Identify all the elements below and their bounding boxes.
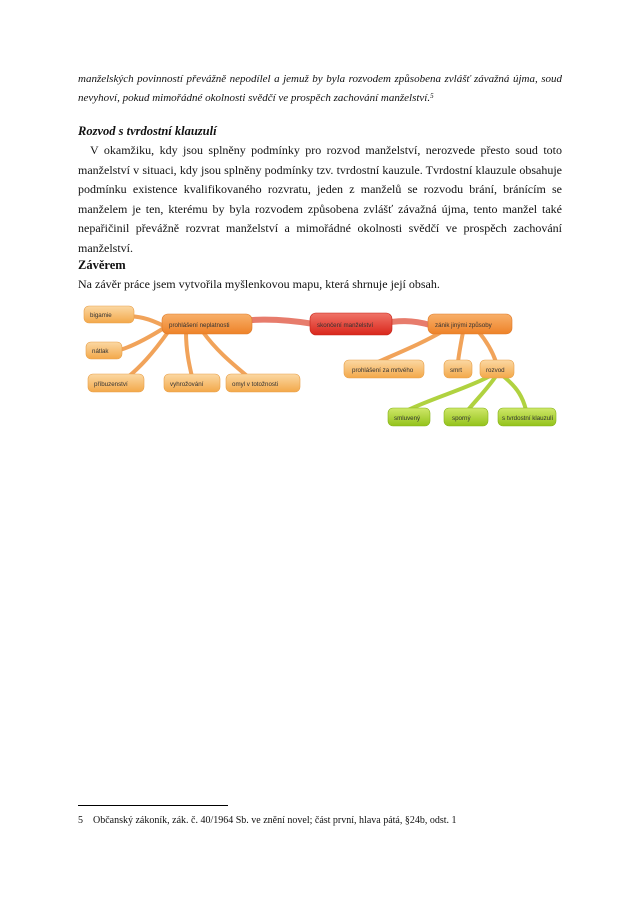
svg-text:zánik jinými způsoby: zánik jinými způsoby bbox=[435, 322, 492, 329]
footnote-separator bbox=[78, 805, 228, 806]
mind-map-node-zanik-jinymi-zpusoby bbox=[428, 314, 512, 334]
svg-text:prohlášení neplatnosti: prohlášení neplatnosti bbox=[169, 322, 230, 329]
mind-map-node-natlak bbox=[86, 342, 122, 359]
svg-text:smluvený: smluvený bbox=[394, 415, 421, 422]
mind-map-node-smluveny bbox=[388, 408, 430, 426]
section-paragraph bbox=[78, 141, 562, 258]
footnote-number: 5 bbox=[78, 815, 83, 826]
section-heading-hardship-clause: Rozvod s tvrdostní klauzulí bbox=[78, 124, 217, 138]
mind-map-node-prohlaseni-neplatnosti bbox=[162, 314, 252, 334]
svg-text:sporný: sporný bbox=[452, 415, 471, 422]
mind-map-node-sporny bbox=[444, 408, 488, 426]
conclusion-intro: Na závěr práce jsem vytvořila myšlenkovou mapu, která shrnuje její obsah. bbox=[78, 277, 440, 291]
footnote bbox=[78, 815, 457, 826]
svg-text:skončení manželství: skončení manželství bbox=[317, 322, 374, 329]
quote-text: manželských povinností převážně nepodílel a jemuž by byla rozvodem způsobena zvlášť závažná újma, soud nevyhoví, pokud mimořádné okolnosti svědčí ve prospěch zachování manželství. bbox=[78, 73, 562, 104]
mind-map-node-pribuzenstvi bbox=[88, 374, 144, 392]
svg-text:příbuzenství: příbuzenství bbox=[94, 381, 128, 388]
mind-map-node-smrt bbox=[444, 360, 472, 378]
mind-map-node-center bbox=[310, 313, 392, 335]
mind-map-node-s-tvrdostni-klauzuli bbox=[498, 408, 556, 426]
mind-map-node-rozvod bbox=[480, 360, 514, 378]
quoted-paragraph bbox=[78, 70, 562, 108]
svg-text:bigamie: bigamie bbox=[90, 312, 112, 319]
mind-map-node-bigamie bbox=[84, 306, 134, 323]
mind-map-node-omyl-v-totoznosti bbox=[226, 374, 300, 392]
svg-text:rozvod: rozvod bbox=[486, 367, 505, 374]
svg-text:vyhrožování: vyhrožování bbox=[170, 381, 204, 388]
footnote-text: Občanský zákoník, zák. č. 40/1964 Sb. ve znění novel; část první, hlava pátá, §24b, odst. 1 bbox=[93, 815, 457, 826]
mind-map-node-prohlaseni-za-mrtveho bbox=[344, 360, 424, 378]
svg-text:nátlak: nátlak bbox=[92, 348, 109, 355]
svg-text:omyl v totožnosti: omyl v totožnosti bbox=[232, 381, 279, 388]
section-paragraph-text: V okamžiku, kdy jsou splněny podmínky pro rozvod manželství, nerozvede přesto soud toto manželství v situaci, kdy jsou splněny podmínky tzv. tvrdostní kauzule. Tvrdostní klauzule obsahuje podmínku existence kvalifikovaného rozvratu, jeden z manželů se rozvodu brání, bránícím se manželem je ten, kterému by byla rozvodem způsobena zvlášť závažná újma, tento manžel také nepařičinil převážně rozvrat manželství a mimořádné okolnosti svědčí ve prospěch zachování manželství. bbox=[78, 143, 562, 255]
svg-text:smrt: smrt bbox=[450, 367, 463, 374]
mind-map-node-vyhrozovani bbox=[164, 374, 220, 392]
svg-text:prohlášení za mrtvého: prohlášení za mrtvého bbox=[352, 367, 414, 374]
section-heading-conclusion: Závěrem bbox=[78, 258, 126, 272]
mind-map bbox=[78, 298, 562, 436]
svg-text:s tvrdostní klauzulí: s tvrdostní klauzulí bbox=[502, 415, 554, 422]
footnote-reference: 5 bbox=[430, 92, 434, 100]
